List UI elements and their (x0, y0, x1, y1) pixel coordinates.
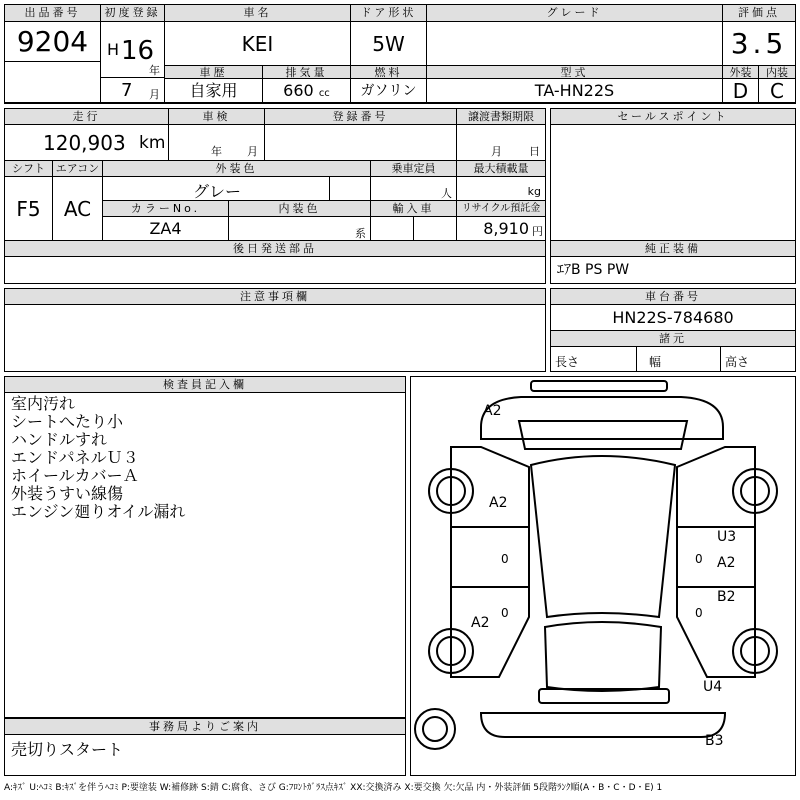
inspector-line: ハンドルすれ (11, 430, 108, 449)
notes-block (4, 288, 546, 372)
office-label: 事務局よりご案内 (5, 719, 405, 735)
ext-color: グレー (193, 182, 242, 201)
zero-mark: 0 (501, 552, 509, 566)
color-no: ZA4 (103, 217, 229, 241)
door: 5W (351, 22, 427, 66)
zero-mark: 0 (501, 606, 509, 620)
fuel: ガソリン (351, 79, 427, 103)
exterior-label: 外装 (723, 66, 759, 79)
transfer-day-unit: 日 (529, 145, 540, 158)
sales-points-label: セールスポイント (551, 109, 795, 125)
ext-color-divider (329, 177, 330, 201)
lot-no-label: 出品番号 (5, 5, 101, 22)
first-reg-month (101, 78, 165, 103)
door-label: ドア形状 (351, 5, 427, 22)
shift: F5 (5, 177, 53, 241)
genuine: ｴｱB PS PW (557, 262, 630, 278)
length-label: 長さ (555, 355, 580, 369)
first-reg-year (101, 22, 165, 78)
year: 16 (121, 36, 155, 66)
first-reg-label: 初度登録 (101, 5, 165, 22)
legend: A:ｷｽﾞ U:ﾍｺﾐ B:ｷｽﾞを伴うﾍｺﾐ P:要塗装 W:補修跡 S:錆 C:腐食、さび G:ﾌﾛﾝﾄｶﾞﾗｽ点ｷｽﾞ XX:交換済み X:要交換 欠:欠品 内・外装評価 5段階ﾗﾝｸ順(A・B・C・D・E) 1 (4, 783, 663, 793)
inspector-line: エンドパネルＵ３ (11, 448, 139, 467)
model-label: 型式 (427, 66, 723, 79)
mark: B2 (717, 589, 736, 605)
details-block (4, 108, 546, 284)
score-label: 評価点 (723, 5, 795, 22)
windshield (519, 421, 687, 449)
score: 3.5 (723, 22, 795, 66)
interior-grade: C (759, 79, 795, 103)
model: TA-HN22S (427, 79, 723, 103)
displacement-cell (263, 79, 351, 103)
mark: A2 (489, 495, 508, 511)
car-diagram (410, 376, 796, 776)
chassis-block (550, 288, 796, 372)
notes-label: 注意事項欄 (5, 289, 545, 305)
max-load-cell (457, 177, 545, 201)
transfer-cell (457, 125, 545, 161)
color-no-label: カラーNo. (103, 201, 229, 217)
lot-no-blank (5, 62, 101, 103)
length-cell (551, 347, 637, 371)
displacement: 660 (283, 81, 314, 100)
zero-mark: 0 (695, 606, 703, 620)
lot-no: 9204 (5, 22, 101, 62)
transfer-month-unit: 月 (491, 145, 502, 158)
width-label: 幅 (649, 355, 662, 369)
spare-wheel (423, 717, 447, 741)
ext-color-label: 外装色 (103, 161, 371, 177)
transfer-label: 譲渡書類期限 (457, 109, 545, 125)
int-color-cell (229, 217, 371, 241)
chassis: HN22S-784680 (551, 305, 795, 331)
exterior-grade: D (723, 79, 759, 103)
car-name: KEI (165, 22, 351, 66)
import-divider (413, 217, 414, 241)
hood-top (481, 397, 723, 439)
rear-cabin (545, 622, 661, 691)
inspection-label: 車検 (169, 109, 265, 125)
year-unit: 年 (149, 64, 160, 77)
mark: B3 (705, 733, 724, 749)
interior-label: 内装 (759, 66, 795, 79)
dims-label: 諸元 (551, 331, 795, 347)
month: 7 (121, 80, 133, 101)
recycle-unit: 円 (532, 225, 543, 238)
sales-points (551, 125, 795, 241)
chassis-label: 車台番号 (551, 289, 795, 305)
reg-no-label: 登録番号 (265, 109, 457, 125)
displacement-label: 排気量 (263, 66, 351, 79)
mark: A2 (717, 555, 736, 571)
inspection-year-unit: 年 (211, 145, 222, 158)
mark: U4 (703, 679, 723, 695)
inspection-month-unit: 月 (247, 145, 258, 158)
ext-color-cell (103, 177, 371, 201)
rear-panel (481, 713, 725, 737)
height-label: 高さ (725, 355, 750, 369)
max-load-label: 最大積載量 (457, 161, 545, 177)
inspector-line: 室内汚れ (11, 394, 76, 413)
recycle-cell (457, 217, 545, 241)
max-load-unit: kg (527, 185, 541, 198)
header-block (4, 4, 796, 104)
mileage-cell (5, 125, 169, 161)
sales-block (550, 108, 796, 284)
recycle: 8,910 (483, 219, 529, 238)
inspector-line: シートへたり小 (11, 412, 124, 431)
grade-label: グレード (427, 5, 723, 22)
width-cell (637, 347, 721, 371)
recycle-label: リサイクル預託金 (457, 201, 545, 217)
inspector-block (4, 376, 406, 718)
reg-no (265, 125, 457, 161)
mark: U3 (717, 529, 737, 545)
mark: A2 (471, 615, 490, 631)
mileage: 120,903 (43, 131, 126, 155)
cabin (531, 456, 675, 617)
history: 自家用 (165, 79, 263, 103)
int-color-label: 内装色 (229, 201, 371, 217)
fuel-label: 燃料 (351, 66, 427, 79)
capacity-label: 乗車定員 (371, 161, 457, 177)
later-parts (5, 257, 545, 283)
int-color-unit: 系 (355, 227, 366, 240)
month-unit: 月 (149, 88, 160, 101)
shift-label: シフト (5, 161, 53, 177)
mark: A2 (483, 403, 502, 419)
import-label: 輸入車 (371, 201, 457, 217)
later-parts-label: 後日発送部品 (5, 241, 545, 257)
ac: AC (53, 177, 103, 241)
car-name-label: 車名 (165, 5, 351, 22)
inspector-lines (11, 395, 185, 521)
history-label: 車歴 (165, 66, 263, 79)
era: H (107, 40, 120, 59)
capacity-unit: 人 (441, 187, 452, 200)
grade (427, 22, 723, 66)
car-diagram-svg (411, 377, 795, 775)
ac-label: エアコン (53, 161, 103, 177)
displacement-unit: cc (318, 88, 330, 99)
height-cell (721, 347, 795, 371)
inspector-line: ホイールカバーＡ (11, 466, 139, 485)
mileage-unit: km (139, 133, 166, 153)
genuine-label: 純正装備 (551, 241, 795, 257)
inspector-label: 検査員記入欄 (5, 377, 405, 393)
inspection-cell (169, 125, 265, 161)
inspector-line: 外装うすい線傷 (11, 484, 124, 503)
import-cell (371, 217, 457, 241)
mileage-label: 走行 (5, 109, 169, 125)
office-block (4, 718, 406, 776)
inspector-line: エンジン廻りオイル漏れ (11, 502, 186, 521)
zero-mark: 0 (695, 552, 703, 566)
capacity-cell (371, 177, 457, 201)
office-text: 売切りスタート (11, 740, 124, 759)
spare-wheel (415, 709, 455, 749)
front-bumper (531, 381, 667, 391)
